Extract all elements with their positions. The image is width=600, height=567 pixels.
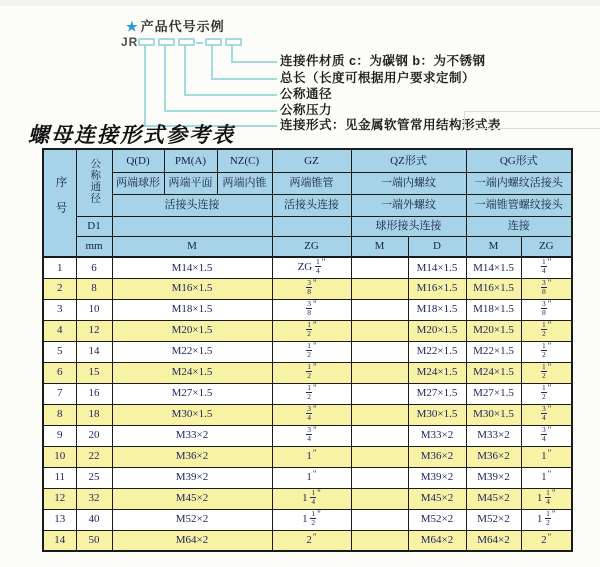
fraction: $\frac{1}{4}$	[546, 488, 550, 506]
cell-dn: 20	[76, 425, 112, 446]
inch-mark: "	[547, 469, 552, 480]
fraction: $\frac{1}{2}$	[307, 320, 312, 338]
cell-gz: 1"	[272, 446, 351, 467]
header-row-4	[43, 216, 572, 236]
fraction: $\frac{1}{2}$	[542, 341, 546, 359]
cell-gz	[272, 425, 351, 446]
cell-dn: 16	[76, 383, 112, 404]
header-qz-sub2: 一端外螺纹	[351, 194, 466, 216]
label-pressure: 公称压力	[280, 103, 333, 117]
inch-mark: "	[313, 299, 317, 310]
inch-mark: "	[317, 488, 321, 499]
cell-qg-zg	[521, 257, 572, 278]
cell-gz	[272, 383, 351, 404]
cell-gz	[272, 299, 351, 320]
cell-qz-d: M24×1.5	[408, 362, 466, 383]
inch-mark: "	[547, 448, 552, 459]
cell-qg-zg: 2"	[521, 530, 572, 551]
cell-qz-d: M52×2	[408, 509, 466, 530]
inch-mark: "	[547, 404, 552, 415]
inch-mark: "	[312, 448, 317, 459]
table-row	[43, 488, 572, 509]
cell-dn: 32	[76, 488, 112, 509]
fraction: $\frac{3}{4}$	[542, 404, 546, 422]
faint-page-artifact	[464, 111, 600, 129]
table-row	[43, 509, 572, 530]
cell-qg-m: M27×1.5	[466, 383, 521, 404]
inch-mark: "	[313, 362, 317, 373]
cell-seq: 2	[43, 278, 76, 299]
header-q-sub: 两端球形	[112, 172, 164, 194]
cell-m: M39×2	[112, 467, 272, 488]
header-q: Q(D)	[112, 149, 164, 172]
cell-qg-m: M52×2	[466, 509, 521, 530]
header-nz-sub: 两端内锥	[217, 172, 272, 194]
fraction: $\frac{3}{8}$	[307, 278, 312, 296]
leader-line-connection	[144, 46, 277, 127]
cell-qg-zg	[521, 425, 572, 446]
cell-dn: 25	[76, 467, 112, 488]
cell-qg-m: M18×1.5	[466, 299, 521, 320]
cell-seq: 9	[43, 425, 76, 446]
cell-m: M22×1.5	[112, 341, 272, 362]
header-union-left: 活接头连接	[112, 194, 272, 216]
header-qz-sub3: 球形接头连接	[351, 216, 466, 236]
table-title: 螺母连接形式参考表	[28, 123, 235, 147]
header-row-2	[43, 172, 572, 194]
cell-qg-m: M30×1.5	[466, 404, 521, 425]
cell-m: M16×1.5	[112, 278, 272, 299]
cell-m: M30×1.5	[112, 404, 272, 425]
cell-seq: 13	[43, 509, 76, 530]
fraction: $\frac{1}{2}$	[546, 509, 550, 527]
table-row	[43, 257, 572, 278]
fraction: $\frac{3}{8}$	[542, 299, 546, 317]
header-dn-text: 公称通径	[89, 158, 101, 205]
inch-mark: "	[547, 362, 552, 373]
cell-qg-m: M14×1.5	[466, 257, 521, 278]
fraction: $\frac{1}{4}$	[315, 257, 320, 276]
cell-qg-zg	[521, 320, 572, 341]
header-row-1	[43, 149, 572, 172]
inch-mark: "	[551, 488, 556, 499]
cell-qz-d: M16×1.5	[408, 278, 466, 299]
cell-qz-d: M14×1.5	[408, 257, 466, 278]
cell-seq: 10	[43, 446, 76, 467]
cell-gz: 1 $\frac{1}{4}$ "	[272, 488, 351, 509]
cell-qz-d: M33×2	[408, 425, 466, 446]
cell-dn: 14	[76, 341, 112, 362]
inch-mark: "	[547, 383, 552, 394]
header-empty-gz	[272, 216, 351, 236]
cell-qz-d: M36×2	[408, 446, 466, 467]
header-union-gz: 活接头连接	[272, 194, 351, 216]
header-mm: mm	[76, 236, 112, 257]
code-box-3	[178, 38, 195, 46]
cell-m: M14×1.5	[112, 257, 272, 278]
header-nz: NZ(C)	[217, 149, 272, 172]
inch-mark: "	[313, 404, 317, 415]
inch-mark: "	[547, 532, 552, 543]
page-edge-strip	[0, 0, 600, 6]
cell-qz-d: M27×1.5	[408, 383, 466, 404]
cell-m: M52×2	[112, 509, 272, 530]
cell-qz-m	[351, 425, 408, 446]
cell-qz-d: M18×1.5	[408, 299, 466, 320]
cell-qg-zg	[521, 404, 572, 425]
cell-qz-m	[351, 467, 408, 488]
cell-gz	[272, 404, 351, 425]
code-box-5	[225, 38, 242, 46]
table-row	[43, 383, 572, 404]
header-qz-m: M	[351, 236, 408, 257]
cell-qg-zg	[521, 278, 572, 299]
table-row	[43, 467, 572, 488]
product-code-heading-text: 产品代号示例	[140, 19, 225, 34]
table-row	[43, 425, 572, 446]
cell-qz-d: M45×2	[408, 488, 466, 509]
cell-qg-m: M22×1.5	[466, 341, 521, 362]
cell-m: M45×2	[112, 488, 272, 509]
nut-connection-reference-table	[42, 148, 573, 552]
inch-mark: "	[312, 469, 317, 480]
cell-qg-m: M33×2	[466, 425, 521, 446]
cell-qz-m	[351, 509, 408, 530]
fraction: $\frac{1}{4}$	[542, 257, 546, 276]
inch-mark: "	[547, 299, 552, 310]
inch-mark: "	[317, 509, 321, 520]
fraction: $\frac{1}{2}$	[307, 362, 312, 380]
cell-qz-d: M20×1.5	[408, 320, 466, 341]
table-row	[43, 530, 572, 551]
header-qg-zg: ZG	[521, 236, 572, 257]
header-d1: D1	[76, 216, 112, 236]
cell-qz-m	[351, 278, 408, 299]
header-zg-gz: ZG	[272, 236, 351, 257]
header-gz: GZ	[272, 149, 351, 172]
fraction: $\frac{1}{2}$	[542, 383, 546, 401]
cell-seq: 4	[43, 320, 76, 341]
cell-m: M20×1.5	[112, 320, 272, 341]
cell-qg-zg: 1 $\frac{1}{2}$ "	[521, 509, 572, 530]
cell-qz-m	[351, 488, 408, 509]
cell-qg-m: M64×2	[466, 530, 521, 551]
cell-qg-m: M45×2	[466, 488, 521, 509]
inch-mark: "	[313, 341, 317, 352]
cell-qz-m	[351, 299, 408, 320]
header-qz-sub1: 一端内螺纹	[351, 172, 466, 194]
cell-m: M18×1.5	[112, 299, 272, 320]
product-code-heading	[126, 16, 225, 35]
table-row	[43, 404, 572, 425]
inch-mark: "	[313, 278, 317, 289]
table-row	[43, 341, 572, 362]
cell-dn: 6	[76, 257, 112, 278]
cell-qg-m: M39×2	[466, 467, 521, 488]
product-code-prefix: JR	[121, 35, 139, 49]
fraction: $\frac{1}{2}$	[307, 383, 312, 401]
cell-m: M36×2	[112, 446, 272, 467]
table-header	[43, 149, 572, 257]
header-row-3	[43, 194, 572, 216]
inch-mark: "	[547, 320, 552, 331]
cell-qz-m	[351, 404, 408, 425]
inch-mark: "	[312, 532, 317, 543]
cell-qg-m: M16×1.5	[466, 278, 521, 299]
cell-gz	[272, 320, 351, 341]
table-row	[43, 299, 572, 320]
cell-qz-m	[351, 341, 408, 362]
fraction: $\frac{1}{2}$	[542, 320, 546, 338]
header-row-5	[43, 236, 572, 257]
cell-qz-m	[351, 446, 408, 467]
header-qg-m: M	[466, 236, 521, 257]
star-icon: ★	[126, 19, 139, 34]
fraction: $\frac{1}{4}$	[311, 488, 316, 506]
cell-gz: 1"	[272, 467, 351, 488]
cell-seq: 8	[43, 404, 76, 425]
cell-dn: 50	[76, 530, 112, 551]
cell-qz-m	[351, 362, 408, 383]
cell-seq: 11	[43, 467, 76, 488]
cell-dn: 12	[76, 320, 112, 341]
cell-qg-m: M20×1.5	[466, 320, 521, 341]
cell-qz-d: M39×2	[408, 467, 466, 488]
header-pm: PM(A)	[164, 149, 217, 172]
cell-qg-zg	[521, 383, 572, 404]
cell-qz-d: M30×1.5	[408, 404, 466, 425]
cell-dn: 10	[76, 299, 112, 320]
cell-gz: 1 $\frac{1}{2}$ "	[272, 509, 351, 530]
fraction: $\frac{3}{8}$	[542, 278, 546, 296]
cell-m: M27×1.5	[112, 383, 272, 404]
cell-gz	[272, 341, 351, 362]
fraction: $\frac{3}{4}$	[542, 425, 546, 443]
cell-qg-zg: 1"	[521, 446, 572, 467]
table-row	[43, 446, 572, 467]
header-seq	[43, 149, 76, 257]
cell-qg-zg	[521, 341, 572, 362]
inch-mark: "	[551, 509, 556, 520]
inch-mark: "	[547, 278, 552, 289]
code-box-2	[158, 38, 175, 46]
header-qg-sub3: 连接	[466, 216, 572, 236]
cell-qz-m	[351, 257, 408, 278]
fraction: $\frac{3}{8}$	[307, 299, 312, 317]
cell-seq: 1	[43, 257, 76, 278]
fraction: $\frac{3}{4}$	[307, 404, 312, 422]
header-qg-sub1: 一端内螺纹活接头	[466, 172, 572, 194]
header-qz-d: D	[408, 236, 466, 257]
inch-mark: "	[313, 425, 317, 436]
fraction: $\frac{1}{2}$	[542, 362, 546, 380]
cell-dn: 18	[76, 404, 112, 425]
header-qg-sub2: 一端锥管螺纹接头	[466, 194, 572, 216]
cell-qg-m: M36×2	[466, 446, 521, 467]
table-body	[43, 257, 572, 551]
cell-qz-m	[351, 320, 408, 341]
header-qg: QG形式	[466, 149, 572, 172]
cell-seq: 5	[43, 341, 76, 362]
cell-qg-m: M24×1.5	[466, 362, 521, 383]
label-material: 连接件材质 c：为碳钢 b：为不锈钢	[280, 54, 486, 68]
cell-m: M64×2	[112, 530, 272, 551]
cell-dn: 15	[76, 362, 112, 383]
cell-qz-d: M22×1.5	[408, 341, 466, 362]
header-gz-sub: 两端锥管	[272, 172, 351, 194]
code-dash	[196, 42, 203, 44]
header-seq-text: 序号	[54, 175, 67, 227]
cell-m: M24×1.5	[112, 362, 272, 383]
cell-dn: 22	[76, 446, 112, 467]
header-qz: QZ形式	[351, 149, 466, 172]
header-dn	[76, 149, 112, 216]
fraction: $\frac{1}{2}$	[311, 509, 316, 527]
cell-qz-m	[351, 530, 408, 551]
inch-mark: "	[321, 257, 326, 268]
cell-qg-zg: 1"	[521, 467, 572, 488]
cell-seq: 6	[43, 362, 76, 383]
code-box-1	[138, 38, 155, 46]
cell-qg-zg	[521, 362, 572, 383]
header-pm-sub: 两端平面	[164, 172, 217, 194]
label-connection: 连接形式：见金属软管常用结构形式表	[280, 118, 502, 132]
table-row	[43, 362, 572, 383]
cell-dn: 8	[76, 278, 112, 299]
cell-seq: 3	[43, 299, 76, 320]
inch-mark: "	[313, 383, 317, 394]
inch-mark: "	[313, 320, 317, 331]
code-box-4	[205, 38, 222, 46]
cell-qz-m	[351, 383, 408, 404]
header-empty-left	[112, 216, 272, 236]
inch-mark: "	[547, 425, 552, 436]
label-diameter: 公称通径	[280, 87, 333, 101]
table-row	[43, 278, 572, 299]
cell-seq: 12	[43, 488, 76, 509]
cell-qg-zg	[521, 299, 572, 320]
fraction: $\frac{3}{4}$	[307, 425, 312, 443]
inch-mark: "	[547, 257, 552, 268]
cell-qz-d: M64×2	[408, 530, 466, 551]
header-m-left: M	[112, 236, 272, 257]
label-length: 总长（长度可根据用户要求定制）	[280, 71, 476, 85]
cell-gz	[272, 278, 351, 299]
cell-qg-zg: 1 $\frac{1}{4}$ "	[521, 488, 572, 509]
inch-mark: "	[547, 341, 552, 352]
cell-dn: 40	[76, 509, 112, 530]
cell-seq: 14	[43, 530, 76, 551]
cell-m: M33×2	[112, 425, 272, 446]
cell-gz: 2"	[272, 530, 351, 551]
fraction: $\frac{1}{2}$	[307, 341, 312, 359]
cell-seq: 7	[43, 383, 76, 404]
table-row	[43, 320, 572, 341]
cell-gz: ZG $\frac{1}{4}$ "	[272, 257, 351, 278]
cell-gz	[272, 362, 351, 383]
